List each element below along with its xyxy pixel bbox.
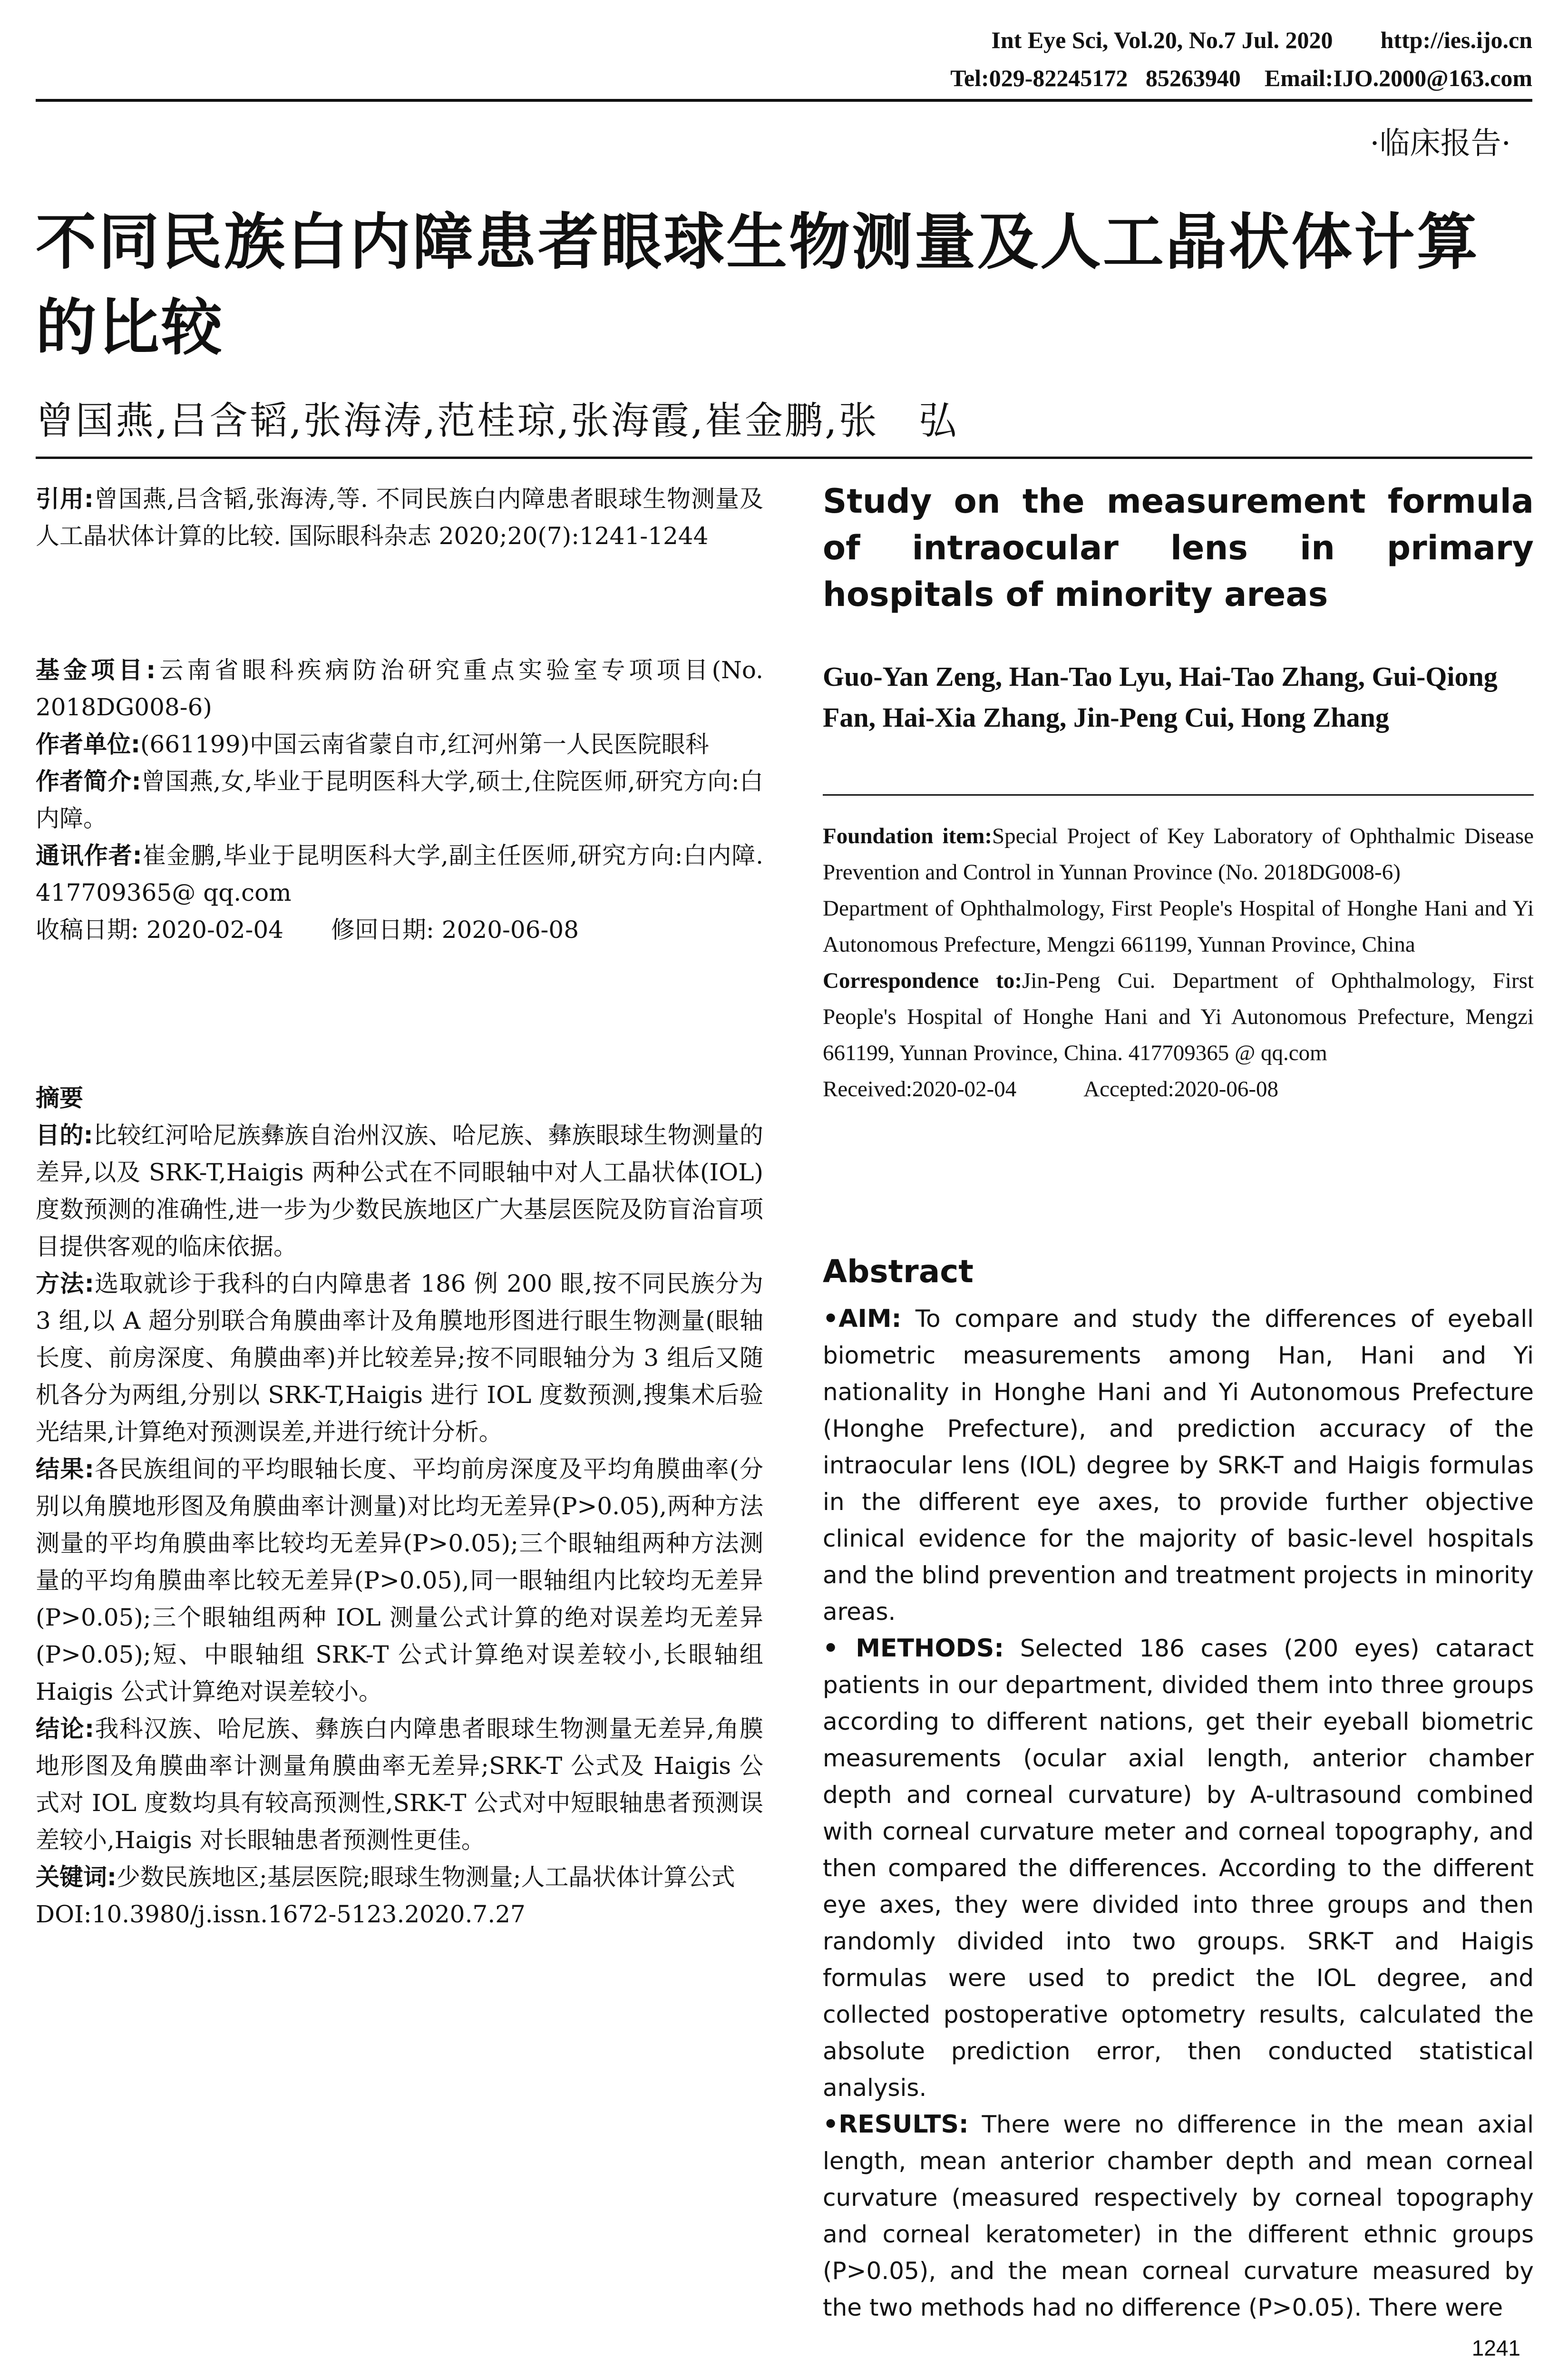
journal-tel: Tel:029-82245172 85263940 — [950, 65, 1241, 91]
journal-email: Email:IJO.2000@163.com — [1264, 65, 1532, 91]
bio-label: 作者简介: — [36, 768, 141, 795]
journal-contact — [950, 64, 1532, 92]
methods-en-label: • METHODS: — [823, 1634, 1004, 1663]
page-number: 1241 — [1471, 2336, 1520, 2360]
citation-block — [36, 480, 763, 555]
results-en-text: There were no difference in the mean axial length, mean anterior chamber depth and mean corneal curvature (measured respectively by corneal topography and corneal keratometer) in the different ethnic groups (P>0.05), and the mean corneal curvature measured by the two methods had no difference (P>0.05). There were — [823, 2111, 1534, 2321]
corr-text: 崔金鹏,毕业于昆明医科大学,副主任医师,研究方向:白内障. 417709365@ qq.com — [36, 842, 764, 906]
aim-cn-text: 比较红河哈尼族彝族自治州汉族、哈尼族、彝族眼球生物测量的差异,以及 SRK-T,Haigis 两种公式在不同眼轴中对人工晶状体(IOL)度数预测的准确性,进一步为少数民族地区广大基层医院及防盲治盲项目提供客观的临床依据。 — [36, 1121, 764, 1260]
methods-cn-label: 方法: — [36, 1270, 94, 1297]
journal-citation: Int Eye Sci, Vol.20, No.7 Jul. 2020 — [991, 27, 1333, 53]
department-text: Department of Ophthalmology, First People's Hospital of Honghe Hani and Yi Autonomous Prefecture, Mengzi 661199, Yunnan Province, China — [823, 896, 1534, 957]
english-authors: Guo-Yan Zeng, Han-Tao Lyu, Hai-Tao Zhang, Gui-Qiong Fan, Hai-Xia Zhang, Jin-Peng Cui, Hong Zhang — [823, 661, 1498, 733]
authors-cn: 曾国燕,吕含韬,张海涛,范桂琼,张海霞,崔金鹏,张 弘 — [36, 399, 959, 443]
conclusion-cn-label: 结论: — [36, 1715, 94, 1743]
english-meta-rule — [823, 794, 1534, 796]
results-cn-label: 结果: — [36, 1455, 94, 1483]
doi: DOI:10.3980/j.issn.1672-5123.2020.7.27 — [36, 1900, 526, 1928]
header-rule — [36, 99, 1532, 102]
title-rule — [36, 457, 1532, 459]
aim-en-label: •AIM: — [823, 1305, 902, 1333]
unit-label: 作者单位: — [36, 731, 140, 758]
received-cn: 收稿日期: 2020-02-04 — [36, 916, 284, 944]
citation-label: 引用: — [36, 485, 94, 513]
abstract-cn-heading: 摘要 — [36, 1084, 83, 1112]
received-en: Received:2020-02-04 — [823, 1077, 1017, 1101]
aim-en-text: To compare and study the differences of eyeball biometric measurements among Han, Hani and Yi nationality in Honghe Hani and Yi Autonomous Prefecture (Honghe Prefecture), and prediction accuracy of the intraocular lens (IOL) degree by SRK-T and Haigis formulas in the different eye axes, to provide further objective clinical evidence for the majority of basic-level hospitals and the blind prevention and treatment projects in minority areas. — [823, 1305, 1534, 1626]
bio-text: 曾国燕,女,毕业于昆明医科大学,硕士,住院医师,研究方向:白内障。 — [36, 768, 763, 832]
corr-label: 通讯作者: — [36, 842, 142, 869]
results-cn-text: 各民族组间的平均眼轴长度、平均前房深度及平均角膜曲率(分别以角膜地形图及角膜曲率计测量)对比均无差异(P>0.05),两种方法测量的平均角膜曲率比较均无差异(P>0.05);三个眼轴组两种方法测量的平均角膜曲率比较无差异(P>0.05),同一眼轴组内比较均无差异(P>0.05);三个眼轴组两种 IOL 测量公式计算的绝对误差均无差异(P>0.05);短、中眼轴组 SRK-T 公式计算绝对误差较小,长眼轴组 Haigis 公式计算绝对误差较小。 — [36, 1455, 763, 1705]
revised-cn: 修回日期: 2020-06-08 — [331, 916, 579, 944]
fund-text: 云南省眼科疾病防治研究重点实验室专项项目(No. 2018DG008-6) — [36, 656, 764, 721]
corr-en-text: Jin-Peng Cui. Department of Ophthalmology, First People's Hospital of Honghe Hani and Yi Autonomous Prefecture, Mengzi 661199, Yunnan Province, China. 417709365 @ qq.com — [823, 968, 1534, 1065]
english-abstract-heading: Abstract — [823, 1253, 974, 1290]
accepted-en: Accepted:2020-06-08 — [1083, 1077, 1279, 1101]
fund-label: 基金项目: — [36, 656, 156, 684]
paper-title: 不同民族白内障患者眼球生物测量及人工晶状体计算的比较 — [36, 207, 1480, 363]
unit-text: (661199)中国云南省蒙自市,红河州第一人民医院眼科 — [140, 731, 709, 758]
english-meta — [823, 818, 1534, 1107]
results-en-label: •RESULTS: — [823, 2110, 969, 2139]
meta-cn-block — [36, 652, 763, 948]
methods-cn-text: 选取就诊于我科的白内障患者 186 例 200 眼,按不同民族分为 3 组,以 A 超分别联合角膜曲率计及角膜地形图进行眼生物测量(眼轴长度、前房深度、角膜曲率)并比较差异;按不同眼轴分为 3 组后又随机各分为两组,分别以 SRK-T,Haigis 进行 IOL 度数预测,搜集术后验光结果,计算绝对预测误差,并进行统计分析。 — [36, 1270, 763, 1446]
journal-header — [991, 26, 1532, 54]
abstract-cn — [36, 1080, 763, 1933]
citation-text: 曾国燕,吕含韬,张海涛,等. 不同民族白内障患者眼球生物测量及人工晶状体计算的比较. 国际眼科杂志 2020;20(7):1241-1244 — [36, 485, 763, 550]
journal-website: http://ies.ijo.cn — [1380, 27, 1532, 53]
foundation-text: Special Project of Key Laboratory of Ophthalmic Disease Prevention and Control in Yunnan Province (No. 2018DG008-6) — [823, 824, 1534, 885]
methods-en-text: Selected 186 cases (200 eyes) cataract patients in our department, divided them into three groups according to different nations, get their eyeball biometric measurements (ocular axial length, anterior chamber depth and corneal curvature) by A-ultrasound combined with corneal curvature meter and corneal topography, and then compared the differences. According to the different eye axes, they were divided into three groups and then randomly divided into two groups. SRK-T and Haigis formulas were used to predict the IOL degree, and collected postoperative optometry results, calculated the absolute prediction error, then conducted statistical analysis. — [823, 1635, 1534, 2102]
foundation-label: Foundation item: — [823, 824, 992, 848]
keywords-cn-text: 少数民族地区;基层医院;眼球生物测量;人工晶状体计算公式 — [117, 1863, 735, 1891]
corr-en-label: Correspondence to: — [823, 968, 1023, 993]
keywords-cn-label: 关键词: — [36, 1863, 117, 1891]
conclusion-cn-text: 我科汉族、哈尼族、彝族白内障患者眼球生物测量无差异,角膜地形图及角膜曲率计测量角膜曲率无差异;SRK-T 公式及 Haigis 公式对 IOL 度数均具有较高预测性,SRK-T 公式对中短眼轴患者预测误差较小,Haigis 对长眼轴患者预测性更佳。 — [36, 1715, 763, 1854]
english-title: Study on the measurement formula of intraocular lens in primary hospitals of minority areas — [823, 482, 1534, 614]
section-tag: ·临床报告· — [1370, 126, 1511, 161]
aim-cn-label: 目的: — [36, 1121, 93, 1149]
english-abstract — [823, 1301, 1534, 2326]
